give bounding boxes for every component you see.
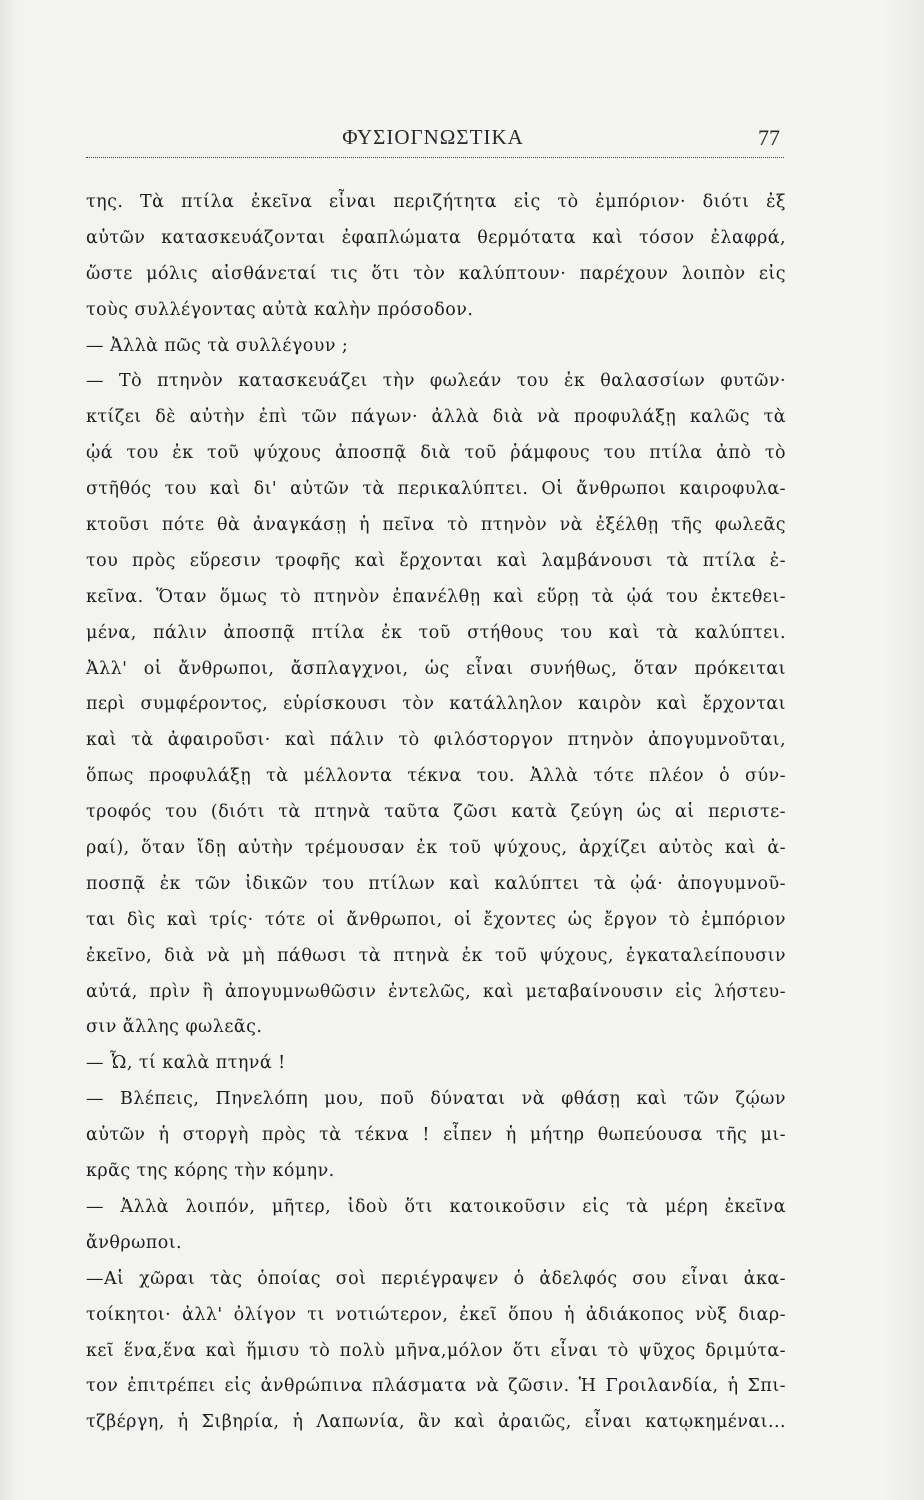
text-line: της. Τὰ πτίλα ἐκεῖνα εἶναι περιζήτητα εἰς τὸ ἐμπόριον· διότι ἐξ	[86, 192, 786, 212]
text-line: —Αἱ χῶραι τὰς ὁποίας σοὶ περιέγραψεν ὁ ἀδελφός σου εἶναι ἀκα-	[86, 1268, 786, 1289]
running-title: ΦΥΣΙΟΓΝΩΣΤΙΚΑ	[342, 125, 524, 149]
text-line: τοίκητοι· ἀλλ' ὀλίγον τι νοτιώτερον, ἐκεῖ ὅπου ἡ ἀδιάκοπος νὺξ διαρ-	[86, 1304, 786, 1325]
text-line: Ἀλλ' οἱ ἄνθρωποι, ἄσπλαγχνοι, ὡς εἶναι συνήθως, ὅταν πρόκειται	[86, 658, 786, 679]
text-line: ἐκεῖνο, διὰ νὰ μὴ πάθωσι τὰ πτηνὰ ἐκ τοῦ ψύχους, ἐγκαταλείπουσιν	[86, 945, 786, 966]
text-line: κεῖ ἕνα,ἕνα καὶ ἥμισυ τὸ πολὺ μῆνα,μόλον ὅτι εἶναι τὸ ψῦχος δριμύτα-	[86, 1340, 786, 1361]
text-line: ται δὶς καὶ τρίς· τότε οἱ ἄνθρωποι, οἱ ἔχοντες ὡς ἔργον τὸ ἐμπόριον	[86, 909, 786, 930]
body-text	[86, 185, 786, 1441]
text-line: ὥστε μόλις αἰσθάνεταί τις ὅτι τὸν καλύπτουν· παρέχουν λοιπὸν εἰς	[86, 263, 786, 284]
text-line: τοὺς συλλέγοντας αὐτὰ καλὴν πρόσοδον.	[86, 299, 474, 320]
text-line: κεῖνα. Ὅταν ὅμως τὸ πτηνὸν ἐπανέλθῃ καὶ εὕρῃ τὰ ᾠά του ἐκτεθει-	[86, 586, 786, 607]
text-line: ποσπᾷ ἐκ τῶν ἰδικῶν του πτίλων καὶ καλύπτει τὰ ᾠά· ἀπογυμνοῦ-	[86, 873, 786, 894]
text-line: μένα, πάλιν ἀποσπᾷ πτίλα ἐκ τοῦ στήθους του καὶ τὰ καλύπτει.	[86, 622, 786, 643]
text-line: κρᾶς της κόρης τὴν κόμην.	[86, 1161, 335, 1182]
text-line: ὅπως προφυλάξῃ τὰ μέλλοντα τέκνα του. Ἀλλὰ τότε πλέον ὁ σύν-	[86, 766, 786, 787]
text-line: σιν ἄλλης φωλεᾶς.	[86, 1017, 263, 1038]
page-header	[86, 125, 780, 157]
text-line: του πρὸς εὕρεσιν τροφῆς καὶ ἔρχονται καὶ λαμβάνουσι τὰ πτίλα ἐ-	[86, 550, 786, 571]
text-line: τροφός του (διότι τὰ πτηνὰ ταῦτα ζῶσι κατὰ ζεύγη ὡς αἱ περιστε-	[86, 802, 786, 823]
text-line: ἄνθρωποι.	[86, 1232, 183, 1253]
text-line: αὐτῶν κατασκευάζονται ἐφαπλώματα θερμότατα καὶ τόσον ἐλαφρά,	[86, 227, 786, 248]
text-line: περὶ συμφέροντος, εὑρίσκουσι τὸν κατάλληλον καιρὸν καὶ ἔρχονται	[86, 694, 786, 715]
text-line: αὐτά, πρὶν ἢ ἀπογυμνωθῶσιν ἐντελῶς, καὶ μεταβαίνουσιν εἰς λήστευ-	[86, 981, 786, 1002]
text-line: ᾠά του ἐκ τοῦ ψύχους ἀποσπᾷ διὰ τοῦ ῥάμφους του πτίλα ἀπὸ τὸ	[86, 443, 786, 464]
text-line: τζβέργη, ἡ Σιβηρία, ἡ Λαπωνία, ἂν καὶ ἀραιῶς, εἶναι κατῳκημέναι...	[86, 1412, 786, 1433]
text-line: τον ἐπιτρέπει εἰς ἀνθρώπινα πλάσματα νὰ ζῶσιν. Ἡ Γροιλανδία, ἡ Σπι-	[86, 1376, 786, 1397]
text-line: — Ἀλλὰ πῶς τὰ συλλέγουν ;	[86, 335, 349, 356]
text-line: — Βλέπεις, Πηνελόπη μου, ποῦ δύναται νὰ φθάσῃ καὶ τῶν ζῴων	[86, 1089, 786, 1110]
header-rule	[86, 157, 784, 158]
text-line: αὐτῶν ἡ στοργὴ πρὸς τὰ τέκνα ! εἶπεν ἡ μήτηρ θωπεύουσα τῆς μι-	[86, 1125, 786, 1146]
text-line: κτίζει δὲ αὐτὴν ἐπὶ τῶν πάγων· ἀλλὰ διὰ νὰ προφυλάξῃ καλῶς τὰ	[86, 407, 786, 428]
text-line: — Τὸ πτηνὸν κατασκευάζει τὴν φωλεάν του ἐκ θαλασσίων φυτῶν·	[86, 371, 786, 392]
text-line: ραί), ὅταν ἴδῃ αὐτὴν τρέμουσαν ἐκ τοῦ ψύχους, ἀρχίζει αὐτὸς καὶ ἀ-	[86, 838, 786, 859]
text-line: καὶ τὰ ἀφαιροῦσι· καὶ πάλιν τὸ φιλόστοργον πτηνὸν ἀπογυμνοῦται,	[86, 730, 786, 751]
text-line: κτοῦσι πότε θὰ ἀναγκάσῃ ἡ πεῖνα τὸ πτηνὸν νὰ ἐξέλθῃ τῆς φωλεᾶς	[86, 515, 786, 536]
text-line: — Ἀλλὰ λοιπόν, μῆτερ, ἰδοὺ ὅτι κατοικοῦσιν εἰς τὰ μέρη ἐκεῖνα	[86, 1196, 786, 1217]
page-number: 77	[758, 125, 780, 150]
text-line: στῆθός του καὶ δι' αὐτῶν τὰ περικαλύπτει. Οἱ ἄνθρωποι καιροφυλα-	[86, 479, 786, 500]
text-line: — Ὦ, τί καλὰ πτηνά !	[86, 1053, 286, 1074]
